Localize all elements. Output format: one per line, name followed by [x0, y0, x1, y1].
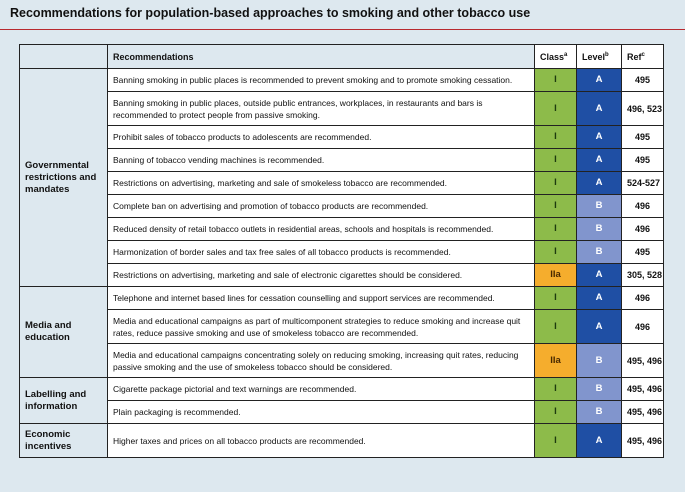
- level-cell: A: [577, 424, 622, 458]
- ref-cell: 524-527: [622, 172, 664, 195]
- table-row: [20, 69, 664, 92]
- recommendation-text: Prohibit sales of tobacco products to adolescents are recommended.: [108, 126, 535, 149]
- ref-cell: 495: [622, 126, 664, 149]
- class-cell: I: [535, 218, 577, 241]
- level-cell: A: [577, 69, 622, 92]
- category-governmental: Governmental restrictions and mandates: [20, 69, 108, 287]
- table-row: [20, 149, 664, 172]
- ref-cell: 495: [622, 69, 664, 92]
- level-cell: A: [577, 92, 622, 126]
- recommendation-text: Harmonization of border sales and tax free sales of all tobacco products is recommended.: [108, 241, 535, 264]
- table-row: [20, 195, 664, 218]
- level-cell: A: [577, 172, 622, 195]
- level-cell: B: [577, 344, 622, 378]
- ref-cell: 496: [622, 310, 664, 344]
- class-cell: I: [535, 126, 577, 149]
- ref-cell: 495: [622, 241, 664, 264]
- table-row: [20, 287, 664, 310]
- recommendation-text: Banning smoking in public places is recommended to prevent smoking and to promote smoking cessation.: [108, 69, 535, 92]
- class-cell: IIa: [535, 264, 577, 287]
- header-class-label: Class: [540, 51, 565, 62]
- ref-cell: 496: [622, 287, 664, 310]
- header-class: [535, 45, 577, 69]
- table-title: Recommendations for population-based approaches to smoking and other tobacco use: [10, 6, 531, 20]
- category-media-education: Media and education: [20, 287, 108, 378]
- ref-cell: 496, 523: [622, 92, 664, 126]
- table-row: [20, 92, 664, 126]
- header-class-footnote: a: [564, 51, 568, 58]
- table-row: [20, 424, 664, 458]
- ref-cell: 495, 496: [622, 378, 664, 401]
- recommendation-text: Higher taxes and prices on all tobacco products are recommended.: [108, 424, 535, 458]
- recommendation-text: Reduced density of retail tobacco outlets in residential areas, schools and hospitals is recommended.: [108, 218, 535, 241]
- class-cell: I: [535, 401, 577, 424]
- table-row: [20, 401, 664, 424]
- recommendation-text: Complete ban on advertising and promotion of tobacco products are recommended.: [108, 195, 535, 218]
- recommendation-text: Plain packaging is recommended.: [108, 401, 535, 424]
- ref-cell: 495, 496: [622, 344, 664, 378]
- recommendation-text: Restrictions on advertising, marketing and sale of smokeless tobacco are recommended.: [108, 172, 535, 195]
- level-cell: A: [577, 149, 622, 172]
- level-cell: A: [577, 126, 622, 149]
- recommendation-text: Restrictions on advertising, marketing and sale of electronic cigarettes should be considered.: [108, 264, 535, 287]
- class-cell: I: [535, 241, 577, 264]
- level-cell: B: [577, 401, 622, 424]
- ref-cell: 495, 496: [622, 424, 664, 458]
- level-cell: A: [577, 264, 622, 287]
- class-cell: I: [535, 92, 577, 126]
- header-recommendations: Recommendations: [108, 45, 535, 69]
- class-cell: I: [535, 287, 577, 310]
- level-cell: B: [577, 378, 622, 401]
- category-labelling-information: Labelling and information: [20, 378, 108, 424]
- class-cell: I: [535, 149, 577, 172]
- class-cell: I: [535, 310, 577, 344]
- header-level-label: Level: [582, 51, 606, 62]
- table-header-row: [20, 45, 664, 69]
- level-cell: A: [577, 287, 622, 310]
- table-row: [20, 378, 664, 401]
- level-cell: B: [577, 195, 622, 218]
- recommendation-text: Banning smoking in public places, outside public entrances, workplaces, in restaurants and bars is recommended to protect people from passive smoking.: [108, 92, 535, 126]
- ref-cell: 496: [622, 195, 664, 218]
- class-cell: I: [535, 195, 577, 218]
- ref-cell: 305, 528: [622, 264, 664, 287]
- level-cell: B: [577, 241, 622, 264]
- table-row: [20, 264, 664, 287]
- header-blank-cell: [20, 45, 108, 69]
- table-row: [20, 172, 664, 195]
- category-economic-incentives: Economic incentives: [20, 424, 108, 458]
- ref-cell: 495, 496: [622, 401, 664, 424]
- header-level: [577, 45, 622, 69]
- level-cell: A: [577, 310, 622, 344]
- header-ref: [622, 45, 664, 69]
- class-cell: I: [535, 424, 577, 458]
- header-level-footnote: b: [605, 51, 609, 58]
- level-cell: B: [577, 218, 622, 241]
- ref-cell: 496: [622, 218, 664, 241]
- class-cell: I: [535, 69, 577, 92]
- class-cell: I: [535, 378, 577, 401]
- recommendation-text: Telephone and internet based lines for cessation counselling and support services are recommended.: [108, 287, 535, 310]
- table-row: [20, 310, 664, 344]
- table-body: [20, 69, 664, 458]
- recommendation-text: Media and educational campaigns as part of multicomponent strategies to reduce smoking and increase quit rates, reduce passive smoking and use of smokeless tobacco are recommended.: [108, 310, 535, 344]
- ref-cell: 495: [622, 149, 664, 172]
- recommendation-text: Cigarette package pictorial and text warnings are recommended.: [108, 378, 535, 401]
- recommendation-text: Media and educational campaigns concentrating solely on reducing smoking, increasing quit rates, reducing passive smoking and the use of smokeless tobacco should be considered.: [108, 344, 535, 378]
- recommendation-text: Banning of tobacco vending machines is recommended.: [108, 149, 535, 172]
- recommendations-table: [19, 44, 664, 458]
- title-divider: [0, 29, 685, 30]
- class-cell: IIa: [535, 344, 577, 378]
- table-row: [20, 241, 664, 264]
- table-row: [20, 126, 664, 149]
- header-ref-footnote: c: [641, 51, 645, 58]
- table-row: [20, 344, 664, 378]
- class-cell: I: [535, 172, 577, 195]
- header-ref-label: Ref: [627, 51, 642, 62]
- table-row: [20, 218, 664, 241]
